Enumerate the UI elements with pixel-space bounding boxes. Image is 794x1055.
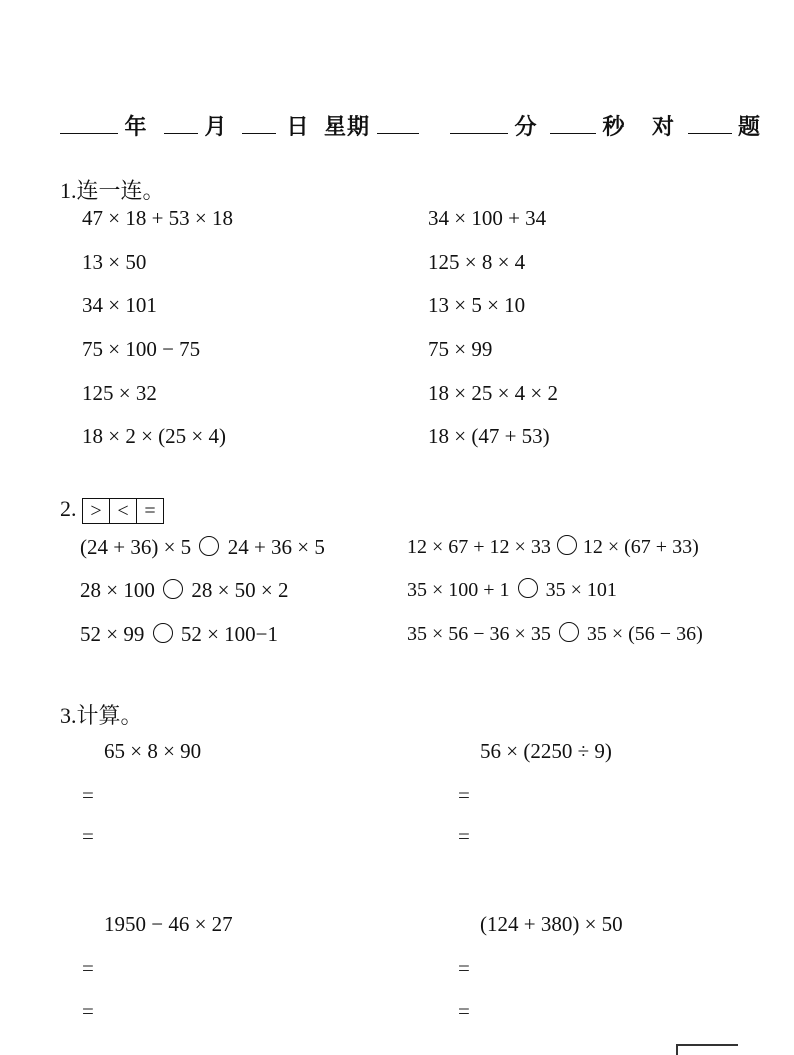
compare-row: [407, 535, 699, 559]
compare-circle[interactable]: [153, 623, 173, 643]
calc-problem: (124 + 380) × 50: [480, 912, 623, 936]
weekday-label: 星期: [324, 114, 371, 139]
section2-number: 2.: [60, 496, 77, 521]
header-date-line: [60, 110, 419, 141]
month-blank[interactable]: [164, 119, 198, 134]
compare-right-expr: 12 × (67 + 33): [582, 536, 699, 558]
correct-label: 对: [652, 114, 676, 139]
page-corner-mark: [676, 1044, 738, 1055]
compare-row: [80, 535, 325, 560]
calc-step-eq[interactable]: =: [458, 783, 470, 807]
compare-left-expr: 35 × 56 − 36 × 35: [407, 623, 551, 645]
calc-step-eq[interactable]: =: [458, 999, 470, 1023]
compare-row: [407, 578, 617, 602]
day-blank[interactable]: [242, 119, 276, 134]
calc-step-eq[interactable]: =: [82, 999, 94, 1023]
year-label: 年: [124, 114, 148, 139]
compare-circle[interactable]: [559, 622, 579, 642]
calc-step-eq[interactable]: =: [82, 956, 94, 980]
compare-right-expr: 28 × 50 × 2: [191, 578, 289, 602]
correct-blank[interactable]: [688, 119, 732, 134]
questions-label: 题: [738, 114, 762, 139]
match-left-item[interactable]: 125 × 32: [82, 381, 157, 405]
compare-right-expr: 52 × 100−1: [180, 622, 279, 646]
compare-left-expr: 52 × 99: [80, 622, 145, 646]
compare-circle[interactable]: [199, 536, 219, 556]
match-left-item[interactable]: 18 × 2 × (25 × 4): [82, 424, 227, 448]
section2-title: [60, 496, 164, 524]
calc-problem: 65 × 8 × 90: [104, 739, 202, 763]
minute-label: 分: [514, 114, 538, 139]
compare-right-expr: 35 × 101: [545, 579, 617, 601]
operator-lt: <: [110, 499, 137, 523]
compare-circle[interactable]: [163, 579, 183, 599]
calc-step-eq[interactable]: =: [458, 956, 470, 980]
compare-left-expr: 12 × 67 + 12 × 33: [407, 536, 551, 558]
operator-box: [82, 498, 164, 524]
compare-left-expr: 35 × 100 + 1: [407, 579, 510, 601]
operator-eq: =: [144, 499, 156, 522]
match-right-item[interactable]: 125 × 8 × 4: [428, 250, 526, 274]
match-right-item[interactable]: 18 × (47 + 53): [428, 424, 550, 448]
calc-step-eq[interactable]: =: [458, 824, 470, 848]
month-label: 月: [204, 114, 228, 139]
match-left-item[interactable]: 34 × 101: [82, 293, 157, 317]
compare-row: [407, 622, 703, 646]
second-label: 秒: [602, 114, 626, 139]
compare-right-expr: 35 × (56 − 36): [586, 623, 703, 645]
calc-problem: 1950 − 46 × 27: [104, 912, 233, 936]
compare-left-expr: (24 + 36) × 5: [80, 535, 192, 559]
section3-title: 3.计算。: [60, 703, 143, 728]
match-left-item[interactable]: 13 × 50: [82, 250, 147, 274]
compare-row: [80, 622, 278, 647]
match-right-item[interactable]: 75 × 99: [428, 337, 493, 361]
year-blank[interactable]: [60, 119, 118, 134]
calc-problem: 56 × (2250 ÷ 9): [480, 739, 612, 763]
match-right-item[interactable]: 34 × 100 + 34: [428, 206, 547, 230]
header-score-line: [450, 110, 761, 141]
compare-circle[interactable]: [518, 578, 538, 598]
second-blank[interactable]: [550, 119, 596, 134]
compare-right-expr: 24 + 36 × 5: [227, 535, 325, 559]
operator-gt: >: [83, 499, 110, 523]
minute-blank[interactable]: [450, 119, 508, 134]
compare-left-expr: 28 × 100: [80, 578, 155, 602]
section1-title: 1.连一连。: [60, 178, 165, 203]
compare-circle[interactable]: [557, 535, 577, 555]
calc-step-eq[interactable]: =: [82, 824, 94, 848]
day-label: 日: [286, 114, 310, 139]
match-right-item[interactable]: 18 × 25 × 4 × 2: [428, 381, 559, 405]
match-left-item[interactable]: 47 × 18 + 53 × 18: [82, 206, 234, 230]
calc-step-eq[interactable]: =: [82, 783, 94, 807]
weekday-blank[interactable]: [377, 119, 419, 134]
compare-row: [80, 578, 289, 603]
match-right-item[interactable]: 13 × 5 × 10: [428, 293, 526, 317]
match-left-item[interactable]: 75 × 100 − 75: [82, 337, 201, 361]
